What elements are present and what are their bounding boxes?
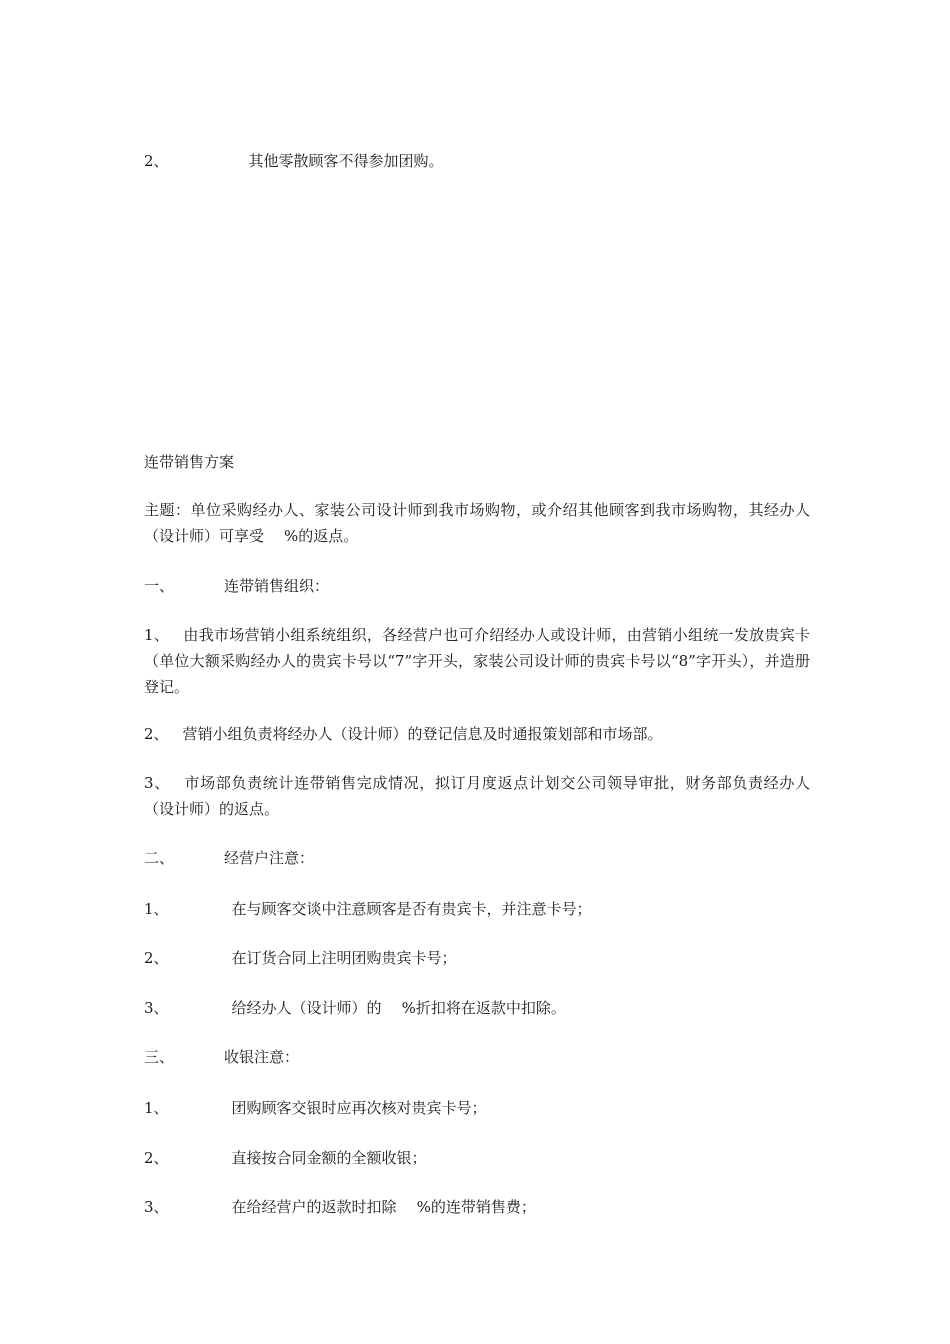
section2-item-1	[144, 899, 592, 919]
list-text: 给经办人（设计师）的	[231, 999, 382, 1017]
section3-item-2	[144, 1148, 427, 1168]
list-text: 在与顾客交谈中注意顾客是否有贵宾卡，并注意卡号；	[231, 900, 592, 918]
list-text: 在给经营户的返款时扣除	[231, 1198, 397, 1216]
doc-title: 连带销售方案	[144, 453, 235, 471]
section-number: 二、	[144, 849, 175, 867]
theme-text-end: %的返点。	[284, 527, 359, 545]
list-number: 1、	[144, 626, 170, 644]
list-text: 市场部负责统计连带销售完成情况，拟订月度返点计划交公司领导审批，财务部负责经办人（设计师）的返点。	[144, 774, 810, 818]
section-title: 经营户注意：	[224, 849, 315, 867]
list-number: 3、	[144, 1198, 169, 1216]
section-heading-2	[144, 848, 314, 868]
section-title: 收银注意：	[224, 1048, 300, 1066]
list-text-end: %折扣将在返款中扣除。	[401, 999, 566, 1017]
list-text: 其他零散顾客不得参加团购。	[248, 152, 444, 170]
section1-item-1	[144, 622, 810, 700]
section2-item-2	[144, 948, 457, 968]
top-list-item	[144, 151, 444, 171]
list-text: 团购顾客交银时应再次核对贵宾卡号；	[231, 1099, 487, 1117]
section1-item-2	[144, 724, 663, 744]
section-heading-1	[144, 576, 329, 596]
list-number: 3、	[144, 774, 170, 792]
list-text: 营销小组负责将经办人（设计师）的登记信息及时通报策划部和市场部。	[182, 725, 663, 743]
list-number: 1、	[144, 900, 169, 918]
list-number: 2、	[144, 725, 169, 743]
section1-item-3	[144, 770, 810, 822]
list-number: 3、	[144, 999, 169, 1017]
theme-text: 主题：单位采购经办人、家装公司设计师到我市场购物，或介绍其他顾客到我市场购物，其经办人（设计师）可享受	[144, 501, 810, 545]
theme-paragraph	[144, 497, 810, 549]
list-number: 2、	[144, 1149, 169, 1167]
list-number: 2、	[144, 949, 169, 967]
section-title: 连带销售组织：	[224, 577, 330, 595]
list-text: 直接按合同金额的全额收银；	[231, 1149, 427, 1167]
list-text-end: %的连带销售费；	[416, 1198, 536, 1216]
list-text: 由我市场营销小组系统组织，各经营户也可介绍经办人或设计师，由营销小组统一发放贵宾卡（单位大额采购经办人的贵宾卡号以“7”字开头，家装公司设计师的贵宾卡号以“8”字开头），并造册登记。	[144, 626, 810, 696]
section2-item-3	[144, 998, 566, 1018]
list-text: 在订货合同上注明团购贵宾卡号；	[231, 949, 457, 967]
section-heading-3	[144, 1047, 299, 1067]
section3-item-1	[144, 1098, 487, 1118]
section3-item-3	[144, 1197, 536, 1217]
list-number: 1、	[144, 1099, 169, 1117]
section-number: 一、	[144, 577, 175, 595]
list-number: 2、	[144, 152, 169, 170]
section-number: 三、	[144, 1048, 175, 1066]
